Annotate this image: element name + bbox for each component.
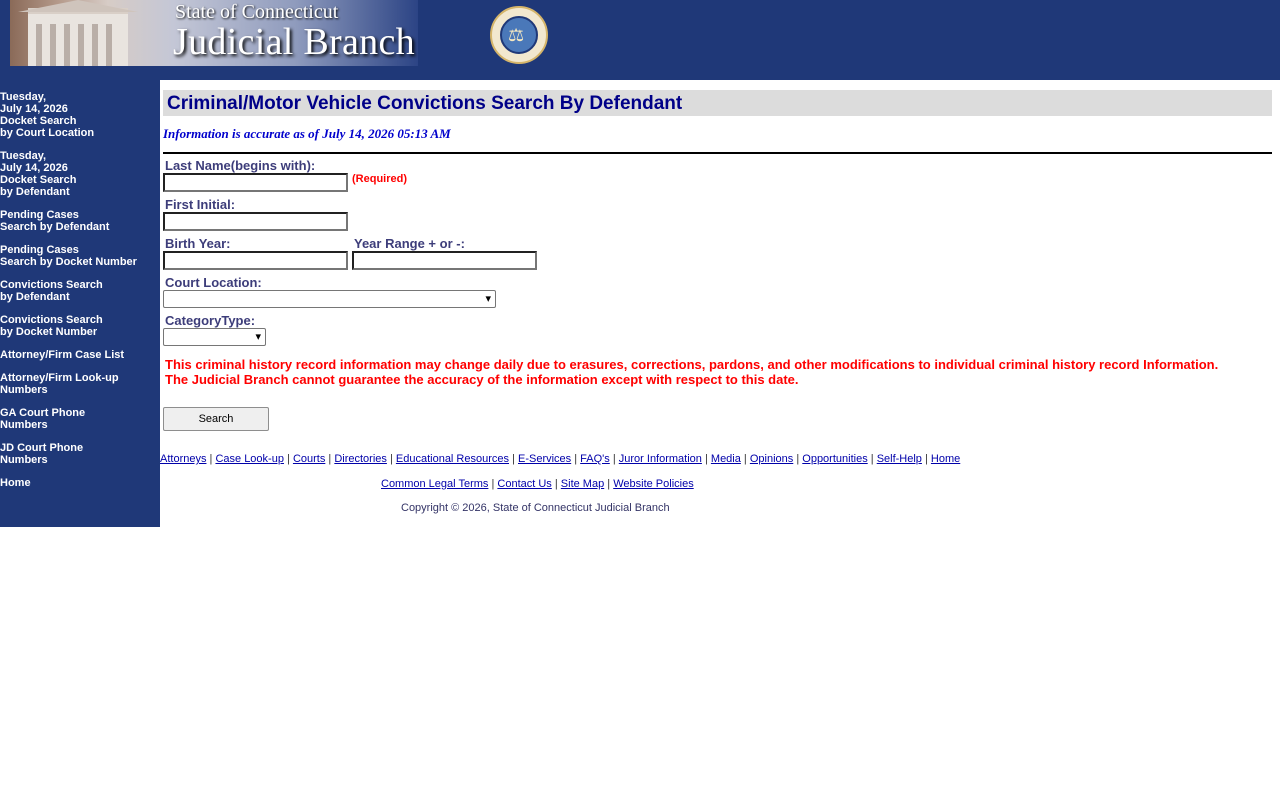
page-title: Criminal/Motor Vehicle Convictions Search By Defendant (167, 93, 683, 114)
chevron-down-icon: ▾ (255, 331, 261, 343)
footer-separator: | (386, 453, 396, 465)
footer-link-secondary-1[interactable]: Contact Us (497, 478, 552, 490)
sidebar-item-convictions-docket[interactable]: Convictions Search by Docket Number (0, 314, 103, 338)
sidebar-item-ga-court-phone[interactable]: GA Court Phone Numbers (0, 407, 86, 431)
first-initial-input[interactable] (163, 212, 348, 231)
footer-link-4[interactable]: Educational Resources (395, 453, 510, 465)
accuracy-notice: Information is accurate as of July 14, 2026 05:13 AM (163, 126, 451, 141)
divider (163, 152, 1272, 154)
banner-title: Judicial Branch (173, 21, 415, 63)
footer-separator: | (701, 453, 711, 465)
footer-link-secondary-0[interactable]: Common Legal Terms (381, 478, 489, 490)
footer-separator: | (609, 453, 619, 465)
sidebar-item-attorney-firm-case-list[interactable]: Attorney/Firm Case List (0, 349, 125, 361)
footer-link-12[interactable]: Home (930, 453, 961, 465)
state-seal-icon: ⚖ (490, 6, 548, 64)
category-type-select[interactable] (163, 328, 266, 346)
footer-separator: | (509, 453, 518, 465)
criminal-record-warning (165, 357, 1265, 387)
footer-link-1[interactable]: Case Look-up (215, 453, 284, 465)
footer-link-secondary-3[interactable]: Website Policies (613, 478, 694, 490)
footer-separator: | (488, 478, 498, 490)
birth-year-input[interactable] (163, 251, 348, 270)
sidebar-item-jd-court-phone[interactable]: JD Court Phone Numbers (0, 442, 84, 466)
banner-subtitle: State of Connecticut (175, 1, 339, 23)
search-button[interactable]: Search (163, 407, 269, 431)
footer-link-6[interactable]: FAQ's (580, 453, 610, 465)
judicial-branch-banner[interactable] (10, 0, 418, 66)
warning-line-2: The Judicial Branch cannot guarantee the accuracy of the information except with respect to this date. (165, 372, 799, 387)
sidebar-item-pending-cases-docket[interactable]: Pending Cases Search by Docket Number (0, 244, 137, 268)
first-initial-label: First Initial: (165, 197, 236, 212)
footer-separator: | (921, 453, 931, 465)
footer-separator: | (551, 478, 561, 490)
footer-links-secondary (381, 478, 694, 490)
year-range-input[interactable] (352, 251, 537, 270)
sidebar-item-pending-cases-defendant[interactable]: Pending Cases Search by Defendant (0, 209, 110, 233)
footer-links (160, 453, 961, 465)
footer-link-0[interactable]: Attorneys (160, 453, 207, 465)
footer-link-9[interactable]: Opinions (749, 453, 794, 465)
footer-link-7[interactable]: Juror Information (618, 453, 702, 465)
year-range-label: Year Range + or -: (354, 236, 465, 251)
footer-separator: | (604, 478, 614, 490)
footer-link-3[interactable]: Directories (334, 453, 387, 465)
copyright: Copyright © 2026, State of Connecticut Judicial Branch (401, 502, 670, 514)
chevron-down-icon: ▾ (485, 293, 491, 305)
sidebar-item-convictions-defendant[interactable]: Convictions Search by Defendant (0, 279, 103, 303)
courthouse-image (28, 8, 128, 66)
sidebar-item-docket-search-defendant[interactable]: Tuesday, July 14, 2026 Docket Search by Defendant (0, 150, 77, 198)
court-location-select[interactable] (163, 290, 496, 308)
sidebar-item-home[interactable]: Home (0, 477, 31, 489)
footer-link-11[interactable]: Self-Help (876, 453, 922, 465)
last-name-input[interactable] (163, 173, 348, 192)
warning-line-1: This criminal history record information may change daily due to erasures, corrections, pardons, and other modifications to individual criminal history record Information. (165, 357, 1219, 372)
footer-separator: | (867, 453, 877, 465)
last-name-label: Last Name(begins with): (165, 158, 316, 173)
birth-year-label: Birth Year: (165, 236, 231, 251)
site-header (0, 0, 1280, 80)
footer-link-10[interactable]: Opportunities (802, 453, 868, 465)
sidebar-item-docket-search-court-location[interactable]: Tuesday, July 14, 2026 Docket Search by Court Location (0, 91, 95, 139)
sidebar-nav (0, 80, 160, 527)
category-type-label: CategoryType: (165, 313, 256, 328)
court-location-label: Court Location: (165, 275, 262, 290)
footer-separator: | (571, 453, 581, 465)
footer-separator: | (793, 453, 803, 465)
footer-separator: | (283, 453, 293, 465)
sidebar-item-attorney-firm-lookup[interactable]: Attorney/Firm Look-up Numbers (0, 372, 119, 396)
footer-separator: | (740, 453, 750, 465)
page-title-bar (163, 90, 1272, 116)
footer-separator: | (206, 453, 216, 465)
footer-link-2[interactable]: Courts (292, 453, 326, 465)
footer-link-8[interactable]: Media (710, 453, 741, 465)
footer-link-5[interactable]: E-Services (518, 453, 572, 465)
footer-link-secondary-2[interactable]: Site Map (560, 478, 605, 490)
required-indicator: (Required) (352, 173, 407, 185)
footer-separator: | (325, 453, 335, 465)
